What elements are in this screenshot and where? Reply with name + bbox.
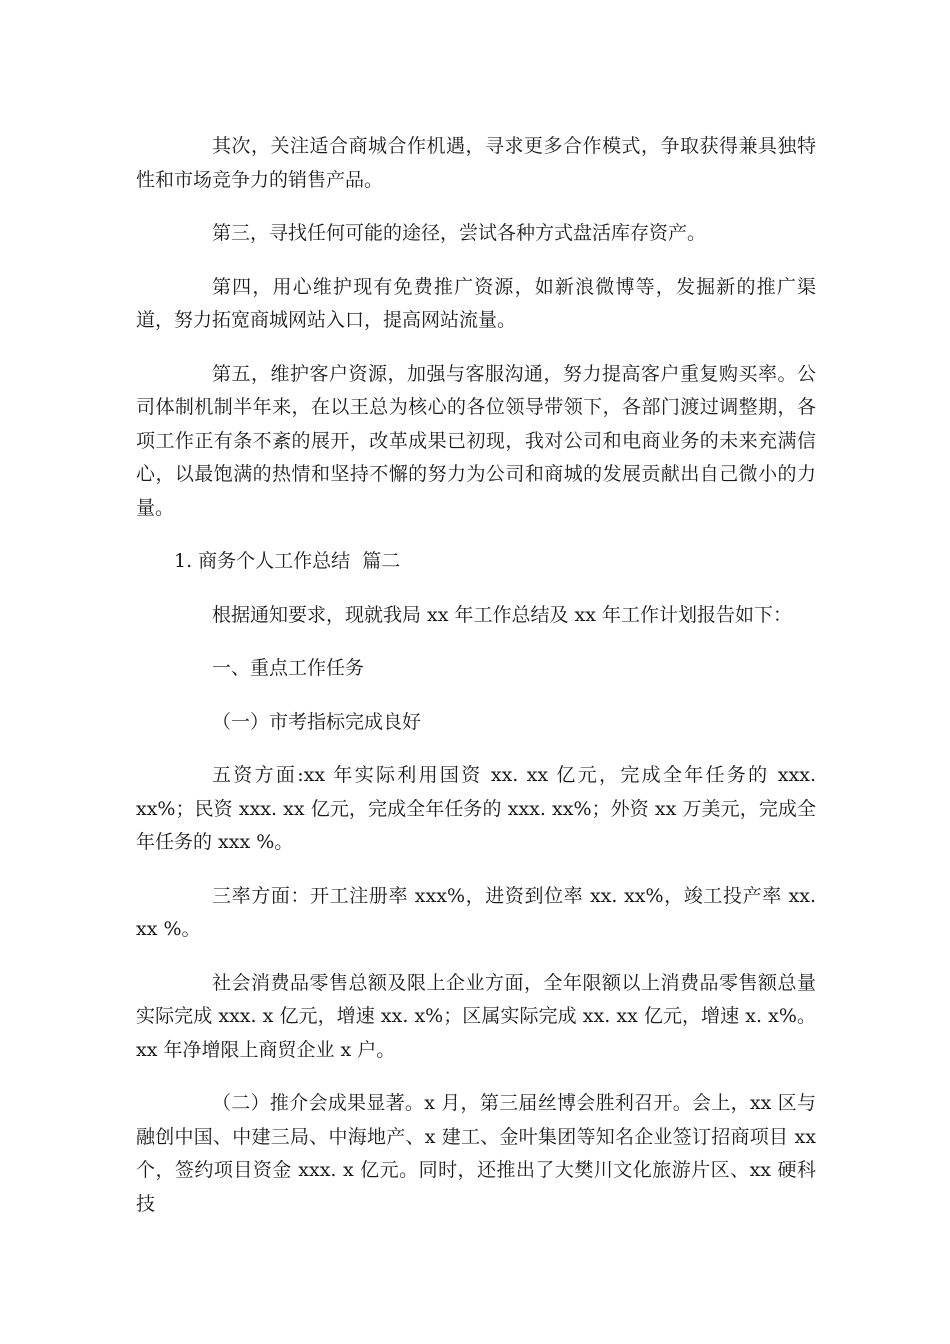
document-body [136,130,823,1241]
paragraph-retail: 社会消费品零售总额及限上企业方面，全年限额以上消费品零售额总量实际完成 xxx. x 亿元，增速 xx. x%；区属实际完成 xx. xx 亿元，增速 x. x%。xx 年净增限上商贸企业 x 户。 [136,971,816,1061]
subheading-key-tasks: 一、重点工作任务 [212,657,365,679]
paragraph-promotion: （二）推介会成果显著。x 月，第三届丝博会胜利召开。会上，xx 区与融创中国、中建三局、中海地产、x 建工、金叶集团等知名企业签订招商项目 xx 个，签约项目资金 xxx. x 亿元。同时，还推出了大樊川文化旅游片区、xx 硬科技 [136,1092,823,1215]
paragraph-fifth: 第五，维护客户资源，加强与客服沟通，努力提高客户重复购买率。公司体制机制半年来，在以王总为核心的各位领导带领下，各部门渡过调整期，各项工作正有条不紊的展开，改革成果已初现，我对公司和电商业务的未来充满信心，以最饱满的热情和坚持不懈的努力为公司和商城的发展贡献出自己微小的力量。 [136,362,816,519]
subheading-indicators: （一）市考指标完成良好 [212,710,422,733]
paragraph-intro: 根据通知要求，现就我局 xx 年工作总结及 xx 年工作计划报告如下： [212,603,793,626]
paragraph-second: 其次，关注适合商城合作机遇，寻求更多合作模式，争取获得兼具独特性和市场竞争力的销售产品。 [136,135,816,191]
paragraph-third: 第三，寻找任何可能的途径，尝试各种方式盘活库存资产。 [212,222,707,244]
section-heading: 1. 商务个人工作总结 篇二 [174,550,401,572]
paragraph-five-capitals: 五资方面:xx 年实际利用国资 xx. xx 亿元，完成全年任务的 xxx. xx%；民资 xxx. xx 亿元，完成全年任务的 xxx. xx%；外资 xx 万美元，完成全年任务的 xxx %。 [136,764,823,853]
paragraph-fourth: 第四，用心维护现有免费推广资源，如新浪微博等，发掘新的推广渠道，努力拓宽商城网站入口，提高网站流量。 [136,275,816,331]
paragraph-three-rates: 三率方面：开工注册率 xxx%，进资到位率 xx. xx%，竣工投产率 xx. xx %。 [136,884,823,940]
